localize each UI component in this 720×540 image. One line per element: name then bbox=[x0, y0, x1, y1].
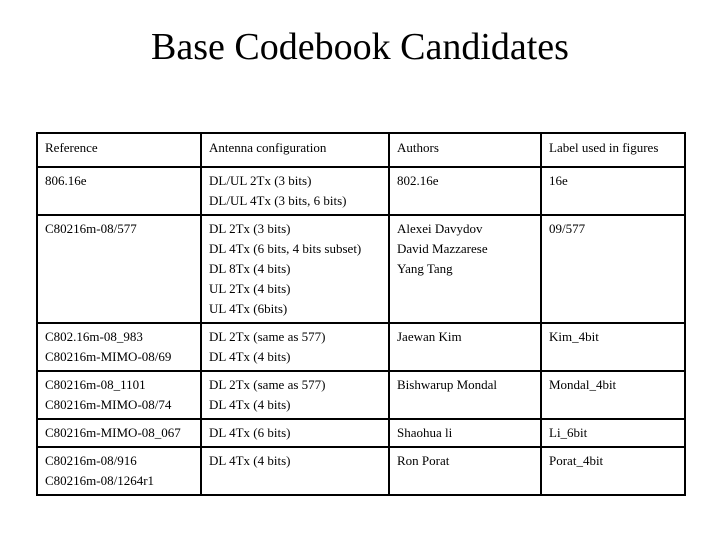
cell-line: Li_6bit bbox=[549, 425, 588, 440]
cell-line: DL 4Tx (6 bits, 4 bits subset) bbox=[209, 241, 362, 256]
header-antenna-configuration: Antenna configuration bbox=[201, 133, 389, 167]
cell-authors bbox=[389, 447, 541, 495]
cell-line: DL 2Tx (same as 577) bbox=[209, 329, 326, 344]
cell-line: DL/UL 2Tx (3 bits) bbox=[209, 173, 312, 188]
cell-reference bbox=[37, 215, 201, 323]
cell-line: DL 4Tx (4 bits) bbox=[209, 349, 291, 364]
cell-line: UL 4Tx (6bits) bbox=[209, 301, 288, 316]
slide-title: Base Codebook Candidates bbox=[151, 26, 569, 68]
table-row bbox=[37, 323, 685, 371]
cell-line: C80216m-08/577 bbox=[45, 221, 137, 236]
cell-antenna-configuration bbox=[201, 167, 389, 215]
cell-line: Ron Porat bbox=[397, 453, 450, 468]
cell-line: DL/UL 4Tx (3 bits, 6 bits) bbox=[209, 193, 347, 208]
cell-authors bbox=[389, 371, 541, 419]
table-row bbox=[37, 371, 685, 419]
cell-reference bbox=[37, 447, 201, 495]
cell-label bbox=[541, 419, 685, 447]
cell-label bbox=[541, 323, 685, 371]
cell-line: C80216m-MIMO-08_067 bbox=[45, 425, 181, 440]
cell-line: Kim_4bit bbox=[549, 329, 599, 344]
cell-line: 09/577 bbox=[549, 221, 586, 236]
cell-line: Alexei Davydov bbox=[397, 221, 483, 236]
cell-line: DL 8Tx (4 bits) bbox=[209, 261, 291, 276]
cell-line: Shaohua li bbox=[397, 425, 453, 440]
cell-authors bbox=[389, 215, 541, 323]
cell-line: Bishwarup Mondal bbox=[397, 377, 498, 392]
cell-line: C80216m-MIMO-08/69 bbox=[45, 349, 172, 364]
cell-line: DL 4Tx (6 bits) bbox=[209, 425, 291, 440]
cell-reference bbox=[37, 419, 201, 447]
cell-line: UL 2Tx (4 bits) bbox=[209, 281, 291, 296]
cell-line: 16e bbox=[549, 173, 568, 188]
header-reference: Reference bbox=[37, 133, 201, 167]
cell-reference bbox=[37, 167, 201, 215]
table-row bbox=[37, 215, 685, 323]
cell-line: David Mazzarese bbox=[397, 241, 488, 256]
cell-line: DL 2Tx (same as 577) bbox=[209, 377, 326, 392]
cell-line: DL 4Tx (4 bits) bbox=[209, 397, 291, 412]
cell-line: C80216m-08/1264r1 bbox=[45, 473, 155, 488]
candidates-table bbox=[36, 132, 686, 496]
cell-antenna-configuration bbox=[201, 447, 389, 495]
cell-antenna-configuration bbox=[201, 371, 389, 419]
cell-label bbox=[541, 167, 685, 215]
cell-antenna-configuration bbox=[201, 419, 389, 447]
cell-line: DL 2Tx (3 bits) bbox=[209, 221, 291, 236]
cell-line: 806.16e bbox=[45, 173, 87, 188]
cell-label bbox=[541, 371, 685, 419]
cell-line: Mondal_4bit bbox=[549, 377, 617, 392]
cell-authors bbox=[389, 167, 541, 215]
table-header-row bbox=[37, 133, 685, 167]
table-row bbox=[37, 447, 685, 495]
header-label-used-in-figures: Label used in figures bbox=[541, 133, 685, 167]
cell-reference bbox=[37, 371, 201, 419]
cell-authors bbox=[389, 323, 541, 371]
cell-line: DL 4Tx (4 bits) bbox=[209, 453, 291, 468]
cell-line: Porat_4bit bbox=[549, 453, 604, 468]
cell-label bbox=[541, 215, 685, 323]
cell-reference bbox=[37, 323, 201, 371]
cell-antenna-configuration bbox=[201, 215, 389, 323]
table-row bbox=[37, 419, 685, 447]
cell-label bbox=[541, 447, 685, 495]
cell-line: C80216m-08/916 bbox=[45, 453, 137, 468]
cell-line: C80216m-08_1101 bbox=[45, 377, 146, 392]
table-row bbox=[37, 167, 685, 215]
cell-line: Jaewan Kim bbox=[397, 329, 462, 344]
cell-line: 802.16e bbox=[397, 173, 439, 188]
cell-line: C80216m-MIMO-08/74 bbox=[45, 397, 172, 412]
cell-authors bbox=[389, 419, 541, 447]
cell-line: Yang Tang bbox=[397, 261, 453, 276]
cell-antenna-configuration bbox=[201, 323, 389, 371]
header-authors: Authors bbox=[389, 133, 541, 167]
cell-line: C802.16m-08_983 bbox=[45, 329, 143, 344]
